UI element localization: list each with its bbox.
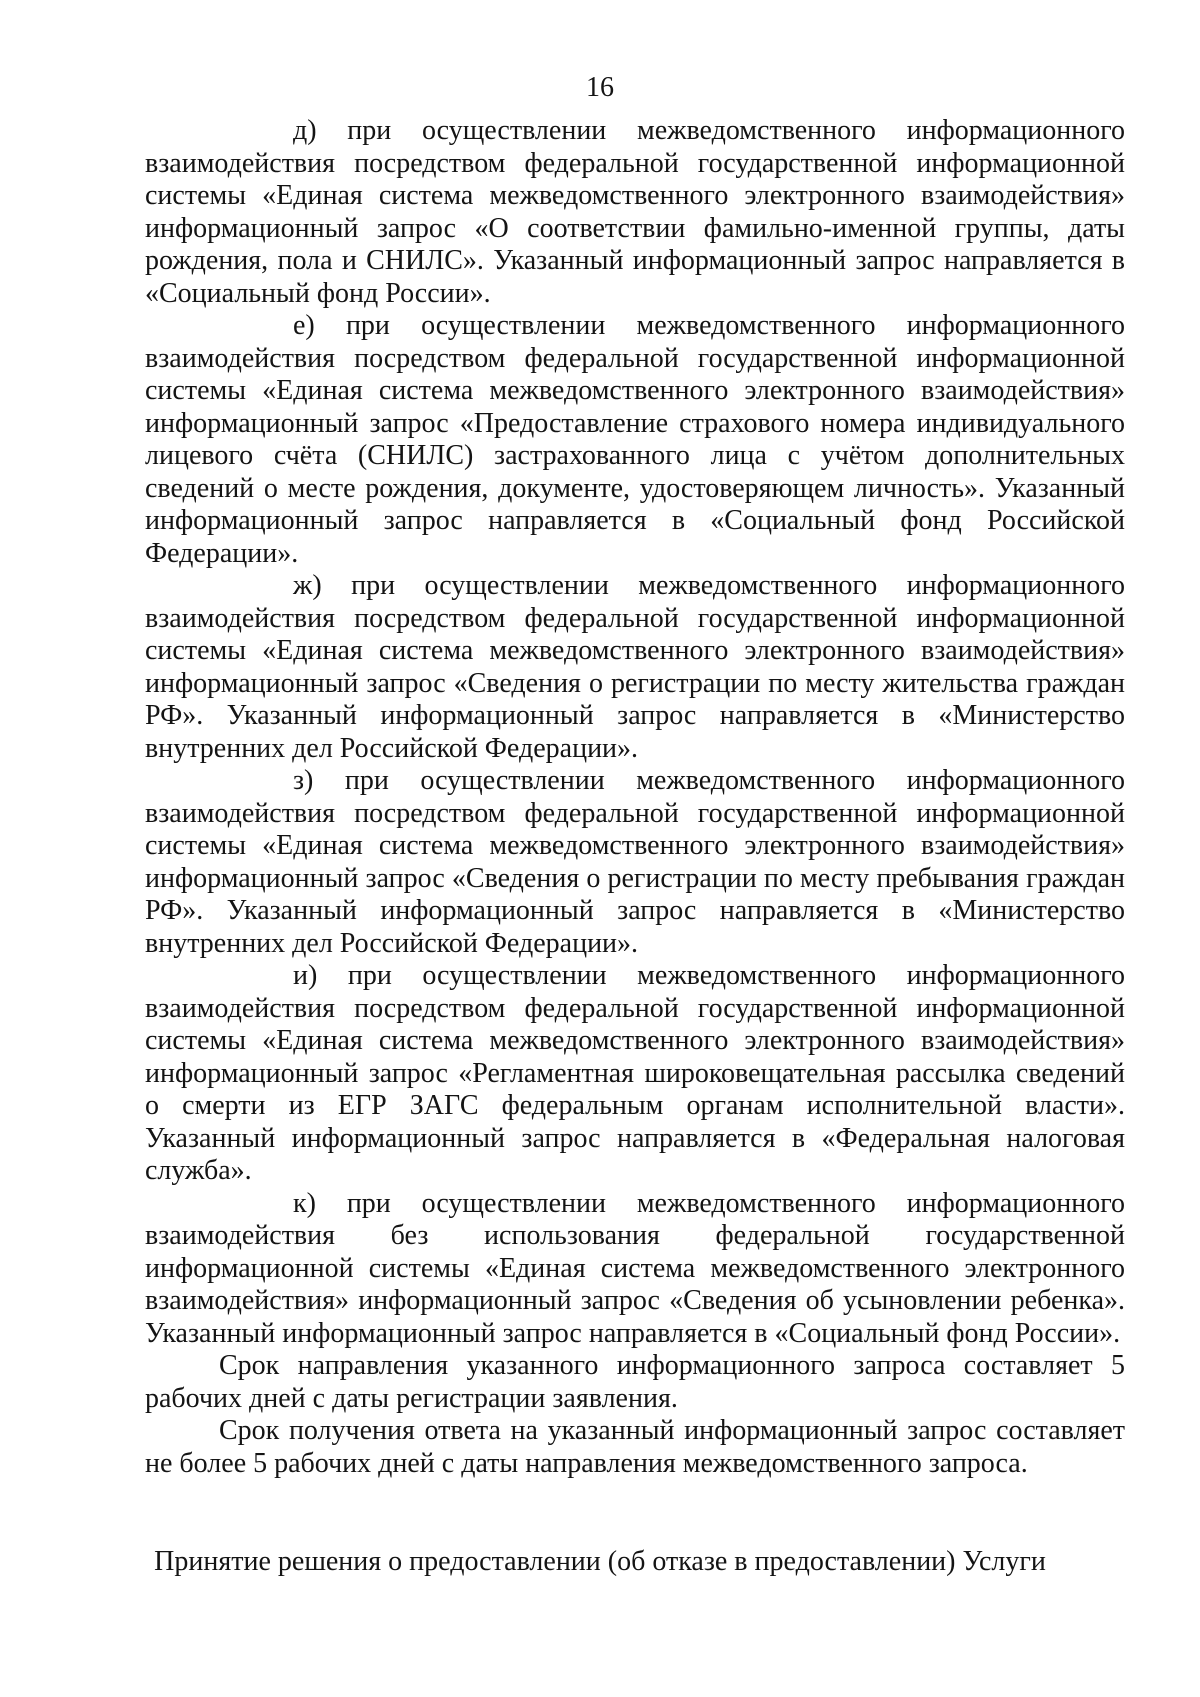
list-marker: д) — [293, 115, 317, 146]
list-item-zh — [145, 570, 1125, 765]
list-item-e — [145, 310, 1125, 570]
list-item-text: при осуществлении межведомственного информационного взаимодействия посредством федеральной государственной информационной системы «Единая система межведомственного электронного взаимодействия» информационный запрос «Предоставление страхового номера индивидуального лицевого счёта (СНИЛС) застрахованного лица с учётом дополнительных сведений о месте рождения, документе, удостоверяющем личность». Указанный информационный запрос направляется в «Социальный фонд Российской Федерации». — [145, 310, 1126, 569]
request-deadline-paragraph: Срок направления указанного информационного запроса составляет 5 рабочих дней с даты регистрации заявления. — [145, 1350, 1125, 1414]
list-item-text: при осуществлении межведомственного информационного взаимодействия посредством федеральной государственной информационной системы «Единая система межведомственного электронного взаимодействия» информационный запрос «Сведения о регистрации по месту пребывания граждан РФ». Указанный информационный запрос направляется в «Министерство внутренних дел Российской Федерации». — [145, 765, 1126, 959]
list-marker: з) — [293, 765, 314, 796]
list-item-d — [145, 115, 1125, 310]
document-body — [145, 115, 1125, 1480]
list-item-k — [145, 1188, 1125, 1351]
list-item-z — [145, 765, 1125, 960]
list-marker: ж) — [293, 570, 322, 601]
list-item-text: при осуществлении межведомственного информационного взаимодействия посредством федеральной государственной информационной системы «Единая система межведомственного электронного взаимодействия» информационный запрос «Регламентная широковещательная рассылка сведений о смерти из ЕГР ЗАГС федеральным органам исполнительной власти». Указанный информационный запрос направляется в «Федеральная налоговая служба». — [145, 960, 1126, 1186]
section-heading: Принятие решения о предоставлении (об отказе в предоставлении) Услуги — [154, 1546, 1046, 1577]
list-marker: и) — [293, 960, 318, 991]
list-marker: к) — [293, 1187, 316, 1219]
list-item-i — [145, 960, 1125, 1188]
list-item-text: при осуществлении межведомственного информационного взаимодействия посредством федеральной государственной информационной системы «Единая система межведомственного электронного взаимодействия» информационный запрос «Сведения о регистрации по месту жительства граждан РФ». Указанный информационный запрос направляется в «Министерство внутренних дел Российской Федерации». — [145, 570, 1125, 764]
list-item-text: при осуществлении межведомственного информационного взаимодействия без использования федеральной государственной информационной системы «Единая система межведомственного электронного взаимодействия» информационный запрос «Сведения об усыновлении ребенка». Указанный информационный запрос направляется в «Социальный фонд России». — [145, 1187, 1126, 1349]
list-marker: е) — [293, 310, 315, 341]
page-number: 16 — [586, 72, 614, 103]
response-deadline-paragraph: Срок получения ответа на указанный информационный запрос составляет не более 5 рабочих дней с даты направления межведомственного запроса. — [145, 1415, 1125, 1479]
list-item-text: при осуществлении межведомственного информационного взаимодействия посредством федеральной государственной информационной системы «Единая система межведомственного электронного взаимодействия» информационный запрос «О соответствии фамильно-именной группы, даты рождения, пола и СНИЛС». Указанный информационный запрос направляется в «Социальный фонд России». — [145, 115, 1126, 309]
